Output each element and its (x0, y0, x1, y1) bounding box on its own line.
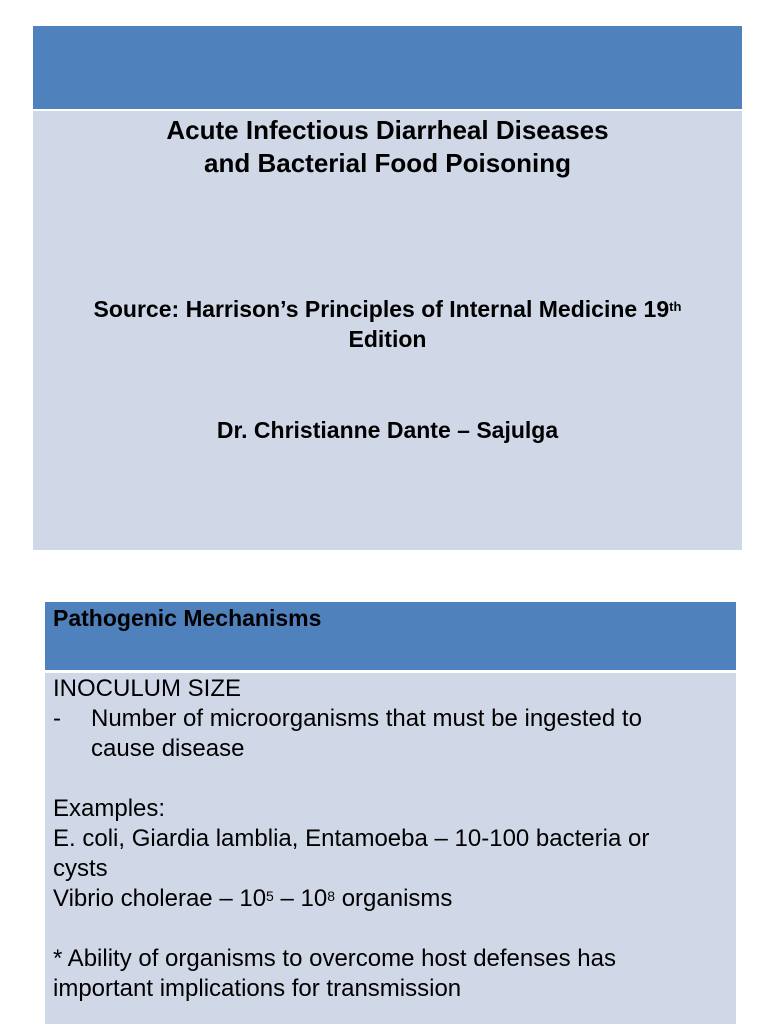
header-divider (33, 109, 742, 111)
content-slide-title: Pathogenic Mechanisms (53, 605, 322, 631)
content-body (53, 674, 733, 1004)
exponent-8: 8 (327, 888, 336, 904)
title-slide-header-bar (33, 26, 742, 109)
spacer (53, 914, 733, 944)
exponent-5: 5 (266, 888, 274, 904)
source-superscript: th (669, 299, 682, 314)
source-citation (33, 294, 742, 354)
author-name: Dr. Christianne Dante – Sajulga (216, 417, 559, 443)
slide-title-line-2: and Bacterial Food Poisoning (204, 148, 571, 178)
note-line-2: important implications for transmission (53, 975, 462, 1002)
note-line-1: * Ability of organisms to overcome host defenses has (53, 945, 616, 972)
example-2 (53, 884, 733, 914)
example-2-suffix: organisms (335, 885, 453, 912)
title-slide (33, 26, 742, 550)
examples-label: Examples: (53, 795, 166, 822)
content-slide (45, 602, 736, 1024)
spacer (53, 764, 733, 794)
bullet-marker: - (53, 705, 61, 732)
example-1-line-1: E. coli, Giardia lamblia, Entamoeba – 10-100 bacteria or (53, 825, 650, 852)
slide-title (33, 114, 742, 180)
source-line-1 (33, 294, 742, 324)
source-line-2: Edition (348, 326, 427, 352)
source-text: Source: Harrison’s Principles of Internal Medicine 19 (93, 296, 670, 322)
example-1-line-2: cysts (53, 855, 108, 882)
slide-title-line-1: Acute Infectious Diarrheal Diseases (166, 115, 609, 145)
bullet-text-line-2: cause disease (91, 735, 245, 762)
example-2-prefix: Vibrio cholerae – 10 (53, 885, 267, 912)
bullet-text-line-1: Number of microorganisms that must be ingested to (91, 705, 642, 732)
header-divider (45, 670, 736, 673)
bullet-item (53, 704, 733, 764)
example-2-mid: – 10 (273, 885, 328, 912)
content-slide-header-bar (45, 602, 736, 670)
section-heading: INOCULUM SIZE (53, 675, 242, 702)
